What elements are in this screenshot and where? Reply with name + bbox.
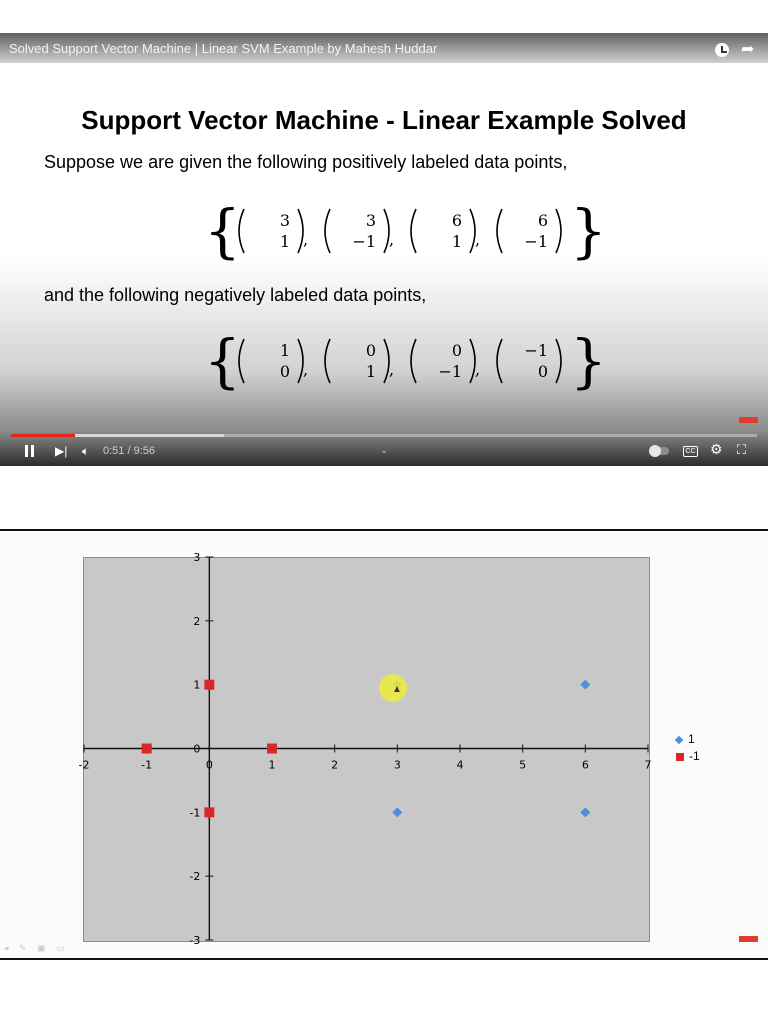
open-brace: { bbox=[204, 327, 241, 395]
data-point-negative bbox=[204, 680, 214, 690]
y-tick-label: -1 bbox=[189, 806, 201, 820]
x-tick-label: 3 bbox=[393, 758, 401, 772]
x-tick-label: 4 bbox=[456, 758, 464, 772]
cursor-icon: ▲ bbox=[392, 684, 402, 695]
comma: , bbox=[389, 360, 395, 379]
vector-bottom-value: 1 bbox=[365, 362, 376, 381]
x-tick-label: 1 bbox=[268, 758, 276, 772]
y-tick-label: 2 bbox=[193, 614, 201, 628]
chevron-down-icon[interactable]: ⌄ bbox=[380, 445, 389, 456]
video-title-bar bbox=[0, 33, 768, 63]
x-tick-label: -1 bbox=[141, 758, 153, 772]
x-tick-label: 2 bbox=[331, 758, 339, 772]
left-paren bbox=[497, 209, 502, 253]
youtube-badge-icon bbox=[739, 417, 758, 423]
positive-intro-text: Suppose we are given the following positively labeled data points, bbox=[44, 152, 568, 172]
square-marker-icon bbox=[676, 753, 684, 761]
vector-top-value: 0 bbox=[451, 341, 462, 360]
left-paren bbox=[325, 209, 330, 253]
left-paren bbox=[411, 209, 416, 253]
vector-top-value: −1 bbox=[524, 341, 548, 360]
legend-label-negative: -1 bbox=[689, 749, 700, 763]
data-point-negative bbox=[204, 807, 214, 817]
vector-top-value: 3 bbox=[365, 211, 376, 230]
diamond-marker-icon bbox=[675, 736, 683, 744]
presentation-tools-icons[interactable]: ◂ ✎ ▣ ▭ bbox=[4, 943, 69, 953]
left-paren bbox=[411, 339, 416, 383]
scatter-chart bbox=[0, 531, 768, 958]
slide bbox=[0, 33, 768, 466]
vector-bottom-value: 0 bbox=[537, 362, 548, 381]
close-brace: } bbox=[570, 327, 607, 395]
x-tick-label: -2 bbox=[78, 758, 90, 772]
comma: , bbox=[303, 360, 309, 379]
vector-top-value: 6 bbox=[451, 211, 462, 230]
y-tick-label: -3 bbox=[189, 934, 201, 947]
positive-vector bbox=[497, 209, 561, 253]
negative-vector bbox=[325, 339, 394, 383]
data-point-positive bbox=[580, 807, 590, 817]
comma: , bbox=[475, 230, 481, 249]
left-paren bbox=[497, 339, 502, 383]
positive-vector bbox=[239, 209, 308, 253]
x-tick-label: 5 bbox=[519, 758, 527, 772]
video-title[interactable]: Solved Support Vector Machine | Linear SVM Example by Mahesh Huddar bbox=[9, 41, 438, 56]
vector-top-value: 1 bbox=[279, 341, 290, 360]
vector-bottom-value: 0 bbox=[279, 362, 290, 381]
x-tick-label: 6 bbox=[581, 758, 589, 772]
data-point-negative bbox=[142, 744, 152, 754]
vector-bottom-value: −1 bbox=[438, 362, 462, 381]
y-tick-label: 3 bbox=[193, 551, 201, 564]
panel-bottom-border bbox=[0, 958, 768, 960]
youtube-badge-icon-2 bbox=[739, 936, 758, 942]
close-brace: } bbox=[570, 197, 607, 265]
legend-label-positive: 1 bbox=[688, 732, 695, 746]
positive-points-set bbox=[0, 193, 768, 271]
time-display: 0:51 / 9:56 bbox=[103, 445, 155, 457]
data-point-positive bbox=[580, 680, 590, 690]
slide-heading: Support Vector Machine - Linear Example Solved bbox=[81, 105, 687, 135]
negative-vector bbox=[497, 339, 561, 383]
positive-vector bbox=[325, 209, 394, 253]
autoplay-toggle[interactable] bbox=[651, 447, 669, 455]
legend-item-negative bbox=[676, 749, 700, 766]
negative-vector bbox=[239, 339, 308, 383]
fullscreen-icon[interactable]: ⛶ bbox=[737, 442, 747, 457]
negative-vector bbox=[411, 339, 480, 383]
next-icon[interactable]: ▶| bbox=[55, 444, 68, 458]
comma: , bbox=[475, 360, 481, 379]
x-tick-label: 0 bbox=[205, 758, 213, 772]
share-arrow-icon[interactable]: ➦ bbox=[741, 41, 755, 58]
data-point-positive bbox=[392, 807, 402, 817]
data-point-negative bbox=[267, 744, 277, 754]
cc-icon[interactable]: CC bbox=[683, 446, 698, 457]
played-bar bbox=[11, 434, 75, 437]
chart-legend bbox=[676, 732, 700, 766]
vector-bottom-value: 1 bbox=[451, 232, 462, 251]
video-player[interactable] bbox=[0, 33, 768, 466]
volume-icon[interactable]: 🔈︎ bbox=[82, 444, 90, 458]
right-paren bbox=[556, 339, 561, 383]
vector-top-value: 0 bbox=[365, 341, 376, 360]
vector-top-value: 3 bbox=[279, 211, 290, 230]
pause-icon[interactable] bbox=[24, 445, 35, 457]
clock-icon[interactable] bbox=[715, 43, 729, 57]
y-tick-label: -2 bbox=[189, 870, 201, 884]
vector-top-value: 6 bbox=[537, 211, 548, 230]
legend-item-positive bbox=[676, 732, 700, 749]
vector-bottom-value: 1 bbox=[279, 232, 290, 251]
comma: , bbox=[389, 230, 395, 249]
comma: , bbox=[303, 230, 309, 249]
gear-icon[interactable]: ⚙ bbox=[710, 441, 723, 457]
y-tick-label: 0 bbox=[193, 742, 201, 756]
left-paren bbox=[325, 339, 330, 383]
vector-bottom-value: −1 bbox=[352, 232, 376, 251]
y-tick-label: 1 bbox=[193, 678, 201, 692]
right-paren bbox=[556, 209, 561, 253]
x-tick-label: 7 bbox=[644, 758, 652, 772]
progress-bar[interactable] bbox=[11, 434, 757, 437]
open-brace: { bbox=[204, 197, 241, 265]
negative-points-set bbox=[0, 323, 768, 401]
positive-vector bbox=[411, 209, 480, 253]
vector-bottom-value: −1 bbox=[524, 232, 548, 251]
negative-intro-text: and the following negatively labeled data points, bbox=[44, 285, 427, 305]
